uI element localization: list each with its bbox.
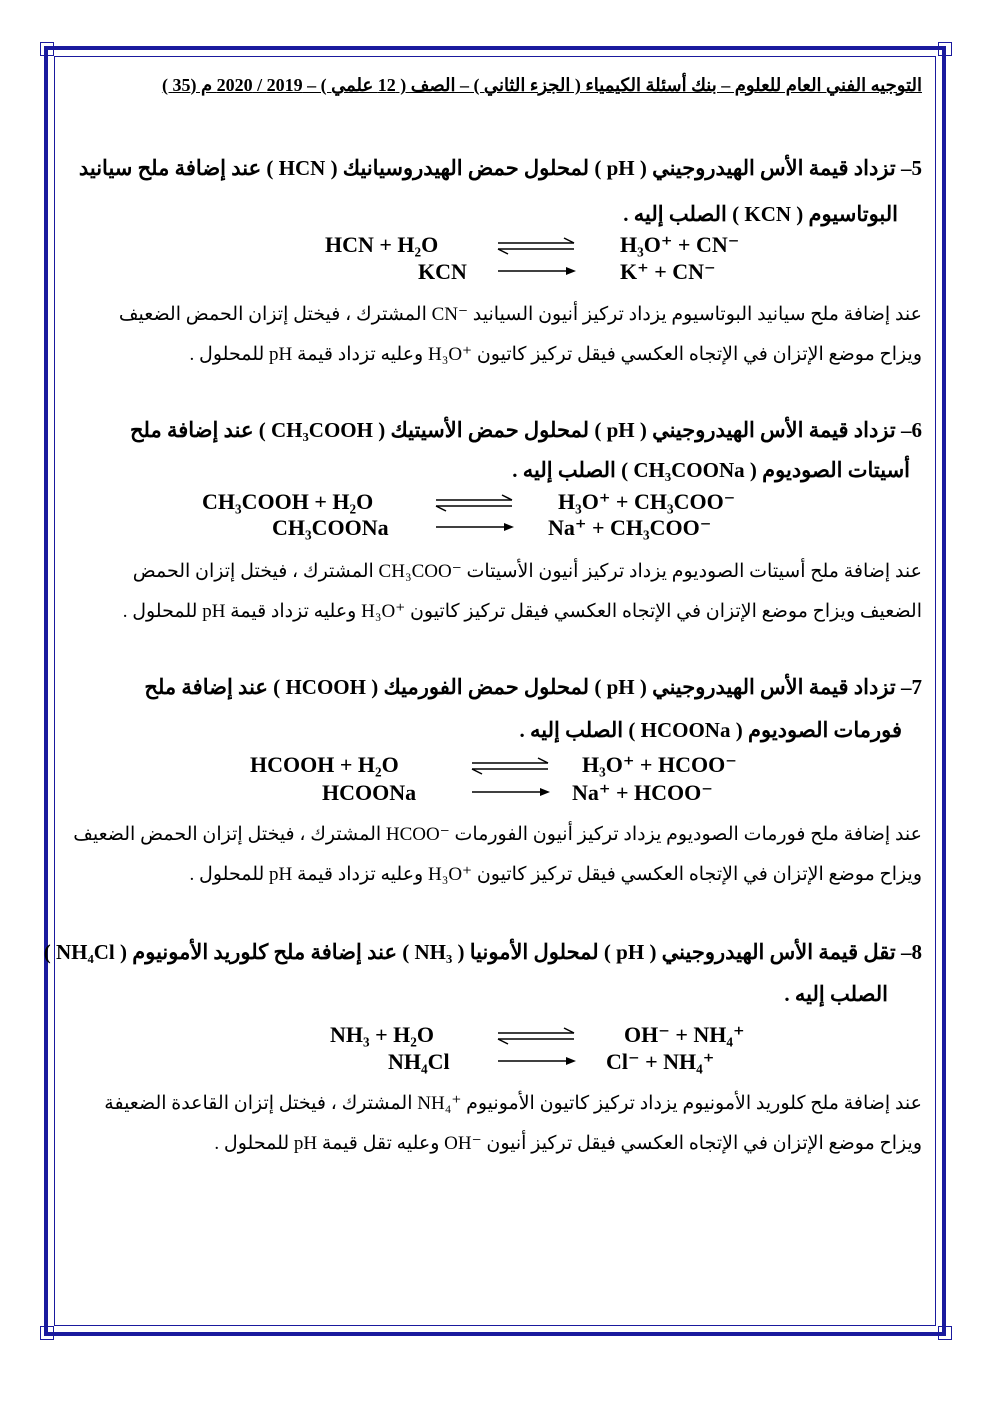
question-line: 6– تزداد قيمة الأس الهيدروجيني ( pH ) لمحلول حمض الأسيتيك ( CH₃COOH ) عند إضافة ملح (129, 418, 922, 442)
equation-right: K⁺ + CN⁻ (620, 259, 716, 284)
equation-right: Na⁺ + CH₃COO⁻ (548, 515, 712, 540)
question-line: 5– تزداد قيمة الأس الهيدروجيني ( pH ) لمحلول حمض الهيدروسيانيك ( HCN ) عند إضافة ملح سيانيد (78, 156, 922, 180)
equation-left: CH₃COONa (272, 515, 389, 540)
arrow-icon (496, 264, 578, 278)
corner-ornament (40, 42, 54, 56)
equation-right: Na⁺ + HCOO⁻ (572, 780, 713, 805)
equation-right: H₃O⁺ + CN⁻ (620, 232, 740, 257)
equation-left: KCN (418, 259, 467, 284)
equilibrium-arrow-icon (496, 1026, 578, 1046)
question-line: الصلب إليه . (784, 982, 888, 1006)
corner-ornament (938, 42, 952, 56)
equation-left: HCOOH + H₂O (250, 752, 399, 777)
question-line: فورمات الصوديوم ( HCOONa ) الصلب إليه . (519, 718, 902, 742)
explanation-line: ويزاح موضع الإتزان في الإتجاه العكسي فيقل تركيز كاتيون ⁺H₃O وعليه تزداد قيمة pH للمحلول . (189, 864, 922, 885)
question-line: 7– تزداد قيمة الأس الهيدروجيني ( pH ) لمحلول حمض الفورميك ( HCOOH ) عند إضافة ملح (144, 675, 922, 699)
equation-left: CH₃COOH + H₂O (202, 489, 374, 514)
explanation-line: ويزاح موضع الإتزان في الإتجاه العكسي فيقل تركيز أنيون ⁻OH وعليه تقل قيمة pH للمحلول . (214, 1133, 922, 1154)
arrow-icon (496, 1054, 578, 1068)
equation-left: HCN + H₂O (325, 232, 439, 257)
equation-right: H₃O⁺ + CH₃COO⁻ (558, 489, 736, 514)
equation-left: HCOONa (322, 780, 417, 805)
explanation-line: الضعيف ويزاح موضع الإتزان في الإتجاه العكسي فيقل تركيز كاتيون ⁺H₃O وعليه تزداد قيمة pH للمحلول . (122, 601, 922, 622)
explanation-line: عند إضافة ملح أسيتات الصوديوم يزداد تركيز أنيون الأسيتات ⁻CH₃COO المشترك ، فيختل إتزان الحمض (132, 561, 922, 582)
equation-left: NH₄Cl (388, 1049, 450, 1074)
equilibrium-arrow-icon (496, 236, 578, 256)
explanation-line: عند إضافة ملح سيانيد البوتاسيوم يزداد تركيز أنيون السيانيد ⁻CN المشترك ، فيختل إتزان الحمض الضعيف (118, 304, 922, 325)
page-header: التوجيه الفني العام للعلوم – بنك أسئلة الكيمياء ( الجزء الثاني ) – الصف ( 12 علمي ) – 2019 / 2020 م (35 ) (161, 75, 922, 95)
equation-right: OH⁻ + NH₄⁺ (624, 1022, 745, 1047)
arrow-icon (470, 785, 552, 799)
arrow-icon (434, 520, 516, 534)
equation-left: NH₃ + H₂O (330, 1022, 434, 1047)
question-line: البوتاسيوم ( KCN ) الصلب إليه . (623, 202, 898, 226)
question-line: أسيتات الصوديوم ( CH₃COONa ) الصلب إليه . (512, 458, 910, 482)
corner-ornament (938, 1326, 952, 1340)
explanation-line: ويزاح موضع الإتزان في الإتجاه العكسي فيقل تركيز كاتيون ⁺H₃O وعليه تزداد قيمة pH للمحلول . (189, 344, 922, 365)
equilibrium-arrow-icon (470, 756, 552, 776)
equilibrium-arrow-icon (434, 493, 516, 513)
equation-right: Cl⁻ + NH₄⁺ (606, 1049, 715, 1074)
question-line: 8– تقل قيمة الأس الهيدروجيني ( pH ) لمحلول الأمونيا ( NH₃ ) عند إضافة ملح كلوريد الأمونيوم ( NH₄Cl ) (43, 940, 922, 964)
equation-right: H₃O⁺ + HCOO⁻ (582, 752, 737, 777)
explanation-line: عند إضافة ملح كلوريد الأمونيوم يزداد تركيز كاتيون الأمونيوم ⁺NH₄ المشترك ، فيختل إتزان القاعدة الضعيفة (104, 1093, 922, 1114)
explanation-line: عند إضافة ملح فورمات الصوديوم يزداد تركيز أنيون الفورمات ⁻HCOO المشترك ، فيختل إتزان الحمض الضعيف (73, 824, 922, 845)
corner-ornament (40, 1326, 54, 1340)
